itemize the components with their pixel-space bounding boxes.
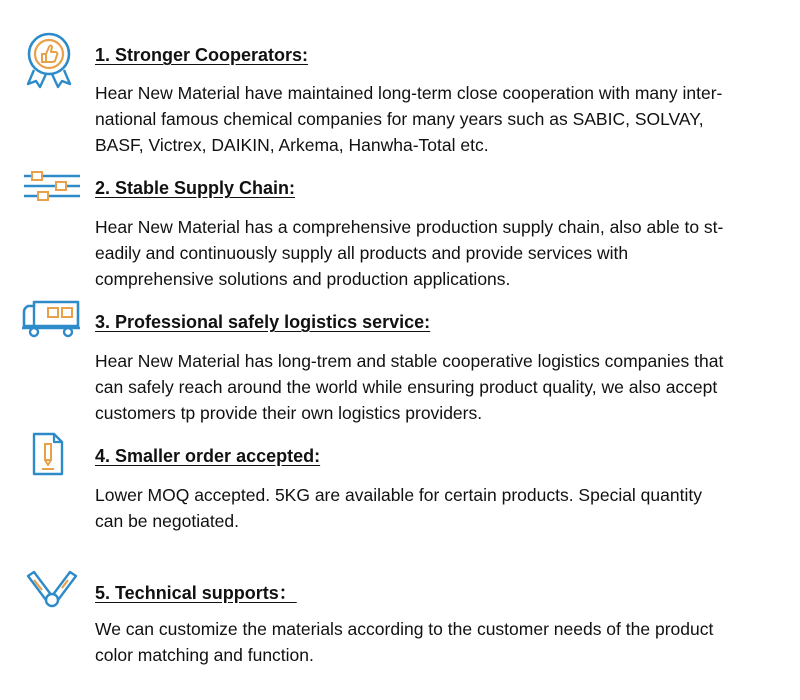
body-line: Lower MOQ accepted. 5KG are available for certain products. Special quantity — [95, 485, 702, 505]
thumbs-up-badge-icon — [20, 30, 84, 86]
body-line: We can customize the materials according to the customer needs of the product — [95, 619, 714, 639]
body-line: Hear New Material has long-trem and stable cooperative logistics companies that — [95, 351, 724, 371]
body-line: can be negotiated. — [95, 511, 240, 531]
body-line: Hear New Material has a comprehensive production supply chain, also able to st- — [95, 217, 724, 237]
delivery-truck-icon — [20, 298, 84, 354]
section-body — [95, 348, 785, 426]
section-heading: 2. Stable Supply Chain: — [95, 178, 296, 198]
section-body — [95, 80, 785, 158]
body-line: eadily and continuously supply all products and provide services with — [95, 243, 629, 263]
section-body — [95, 482, 785, 534]
section-heading: 3. Professional safely logistics service: — [95, 312, 431, 332]
body-line: comprehensive solutions and production applications. — [95, 269, 511, 289]
section-body — [95, 214, 785, 292]
body-line: color matching and function. — [95, 645, 314, 665]
document-pencil-icon — [20, 432, 84, 488]
body-line: customers tp provide their own logistics providers. — [95, 403, 483, 423]
supply-chain-sliders-icon — [20, 168, 84, 224]
body-line: national famous chemical companies for many years such as SABIC, SOLVAY, — [95, 109, 704, 129]
body-line: BASF, Victrex, DAIKIN, Arkema, Hanwha-Total etc. — [95, 135, 489, 155]
section-heading: 5. Technical supports： — [95, 583, 297, 603]
section-heading: 1. Stronger Cooperators: — [95, 45, 309, 65]
tools-wrench-icon — [20, 568, 84, 624]
body-line: Hear New Material have maintained long-term close cooperation with many inter- — [95, 83, 723, 103]
section-body — [95, 616, 785, 668]
body-line: can safely reach around the world while ensuring product quality, we also accept — [95, 377, 718, 397]
section-heading: 4. Smaller order accepted: — [95, 446, 321, 466]
